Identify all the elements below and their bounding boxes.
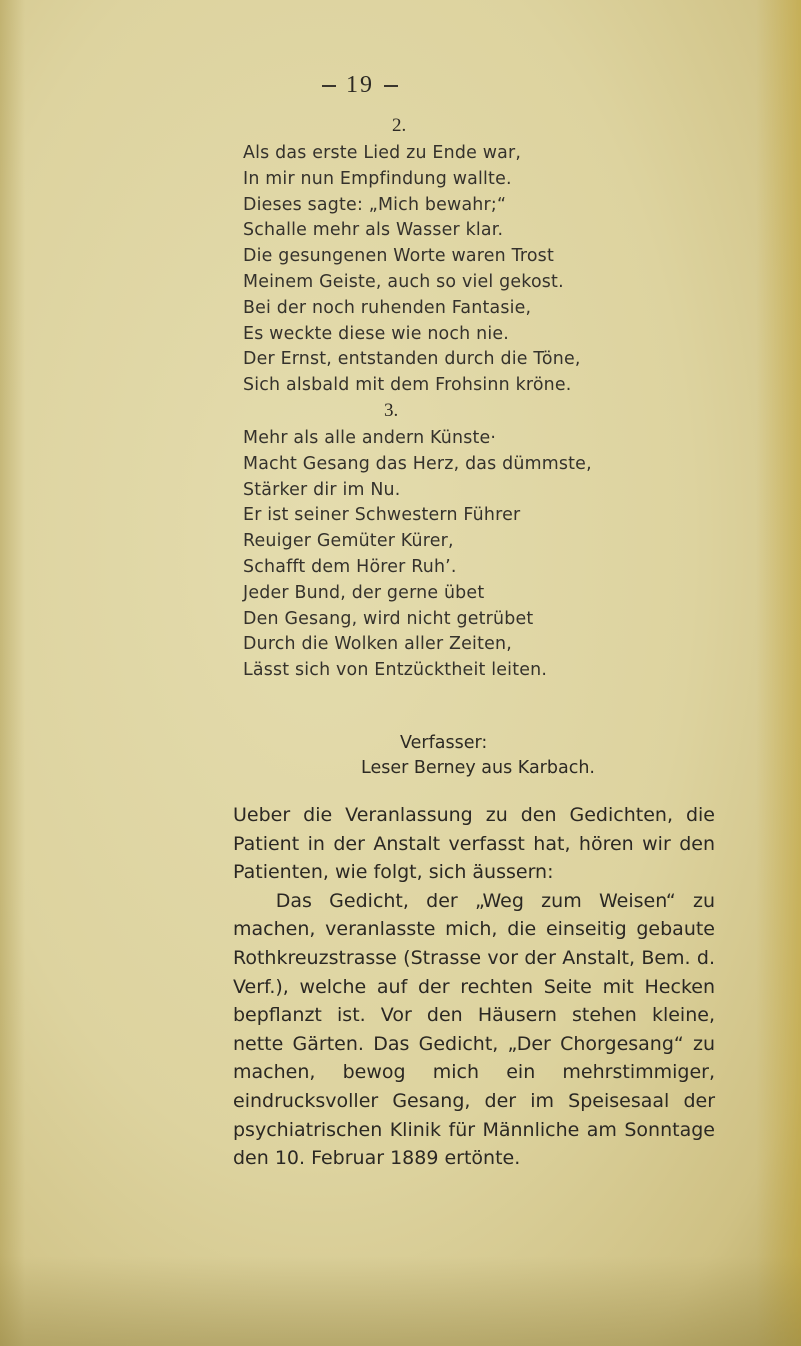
poem-line: Er ist seiner Schwestern Führer xyxy=(243,505,521,526)
poem-line: Es weckte diese wie noch nie. xyxy=(243,323,509,344)
poem-line: Mehr als alle andern Künste· xyxy=(243,428,497,448)
prose-paragraph-2: Das Gedicht, der „Weg zum Weisen“ zu machen, veranlasste mich, die einseitig gebaute Rothkreuzstrasse (Strasse vor der Anstalt, Bem. d. Verf.), welche auf der rechten Seite mit Hecken bepflanzt ist. Vor den Häusern stehen kleine, nette Gärten. Das Gedicht, „Der Chorgesang“ zu machen, bewog mich ein mehrstimmiger, eindrucksvoller Gesang, der im Speisesaal der psychiatrischen Klinik für Männliche am Sonntage den 10. Februar 1889 ertönte. xyxy=(233,889,715,1170)
poem-line: Schafft dem Hörer Ruh’. xyxy=(243,556,457,577)
stanza-3-number: 3. xyxy=(384,400,399,421)
poem-line: Schalle mehr als Wasser klar. xyxy=(243,220,504,241)
poem-line: Macht Gesang das Herz, das dümmste, xyxy=(243,453,592,474)
dash-right xyxy=(384,85,398,87)
stanza-2-number: 2. xyxy=(392,115,407,136)
poem-line: Den Gesang, wird nicht getrübet xyxy=(243,608,534,629)
stanza-2 xyxy=(243,141,763,399)
prose-paragraph-1: Ueber die Veranlassung zu den Gedichten, die Patient in der Anstalt verfasst hat, hören wir den Patienten, wie folgt, sich äussern: xyxy=(233,804,715,884)
page-edge-bottom xyxy=(0,1256,801,1346)
stanza-3 xyxy=(243,426,763,684)
poem-line: Stärker dir im Nu. xyxy=(243,479,401,500)
poem-line: In mir nun Empfindung wallte. xyxy=(243,168,512,189)
poem-line: Reuiger Gemüter Kürer, xyxy=(243,531,454,552)
poem-line: Meinem Geiste, auch so viel gekost. xyxy=(243,271,564,292)
poem-line: Dieses sagte: „Mich bewahr;“ xyxy=(243,194,507,215)
author-name: Leser Berney aus Karbach. xyxy=(361,758,595,778)
prose-section xyxy=(233,801,715,1173)
poem-line: Durch die Wolken aller Zeiten, xyxy=(243,634,512,655)
poem-line: Sich alsbald mit dem Frohsinn kröne. xyxy=(243,375,572,396)
poem-line: Lässt sich von Entzücktheit leiten. xyxy=(243,660,548,681)
poem-line: Der Ernst, entstanden durch die Töne, xyxy=(243,349,581,370)
poem-line: Jeder Bund, der gerne übet xyxy=(243,582,485,603)
page-edge-left xyxy=(0,0,25,1346)
poem-line: Bei der noch ruhenden Fantasie, xyxy=(243,297,532,318)
page-number-header xyxy=(280,72,440,99)
page-number: 19 xyxy=(346,72,374,98)
poem-line: Als das erste Lied zu Ende war, xyxy=(243,143,522,163)
dash-left xyxy=(322,85,336,87)
author-label: Verfasser: xyxy=(400,733,488,753)
poem-line: Die gesungenen Worte waren Trost xyxy=(243,246,554,267)
